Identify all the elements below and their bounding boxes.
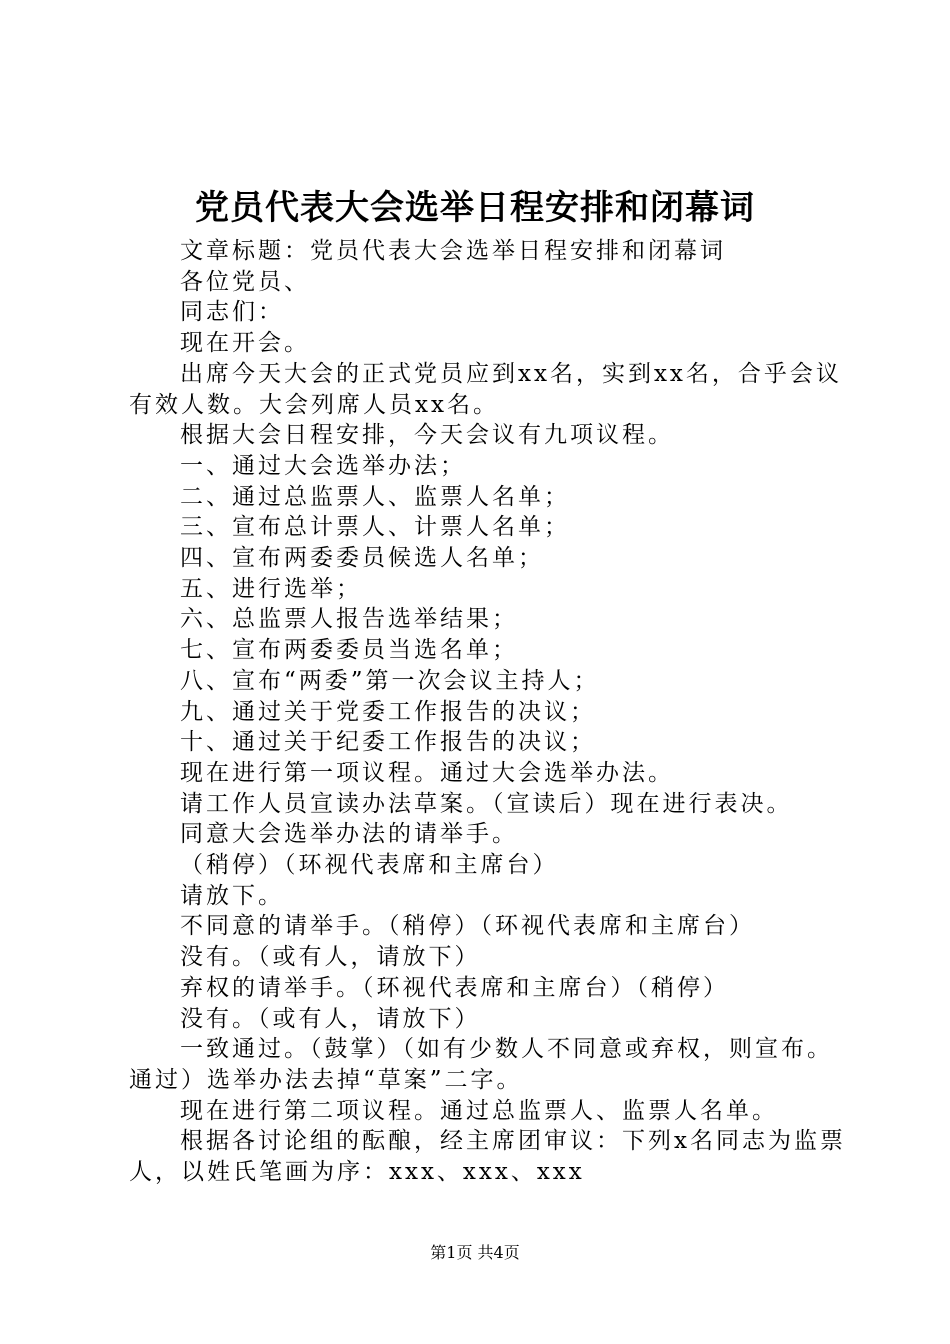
agenda-item: 九、通过关于党委工作报告的决议； [180, 698, 596, 725]
paragraph: 同意大会选举办法的请举手。 [180, 821, 518, 848]
paragraph: 请放下。 [180, 882, 284, 909]
document-body [129, 236, 849, 1188]
paragraph: 文章标题：党员代表大会选举日程安排和闭幕词 [180, 238, 726, 264]
agenda-item: 七、宣布两委委员当选名单； [180, 637, 518, 664]
agenda-item: 六、总监票人报告选举结果； [180, 606, 518, 633]
paragraph: （稍停）（环视代表席和主席台） [180, 852, 559, 879]
paragraph: 同志们： [180, 299, 284, 326]
paragraph: 现在进行第二项议程。通过总监票人、监票人名单。 [180, 1097, 778, 1124]
paragraph: 现在开会。 [180, 330, 310, 357]
paragraph: 没有。（或有人，请放下） [180, 944, 481, 971]
paragraph: 根据各讨论组的酝酿，经主席团审议：下列x名同志为监票人，以姓氏笔画为序：xxx、xxx、xxx [129, 1128, 846, 1186]
paragraph: 根据大会日程安排，今天会议有九项议程。 [180, 422, 674, 449]
paragraph: 一致通过。（鼓掌）（如有少数人不同意或弃权，则宣布。通过）选举办法去掉“草案”二字。 [129, 1036, 833, 1093]
paragraph: 不同意的请举手。（稍停）（环视代表席和主席台） [180, 913, 755, 940]
paragraph: 请工作人员宣读办法草案。（宣读后）现在进行表决。 [180, 790, 793, 817]
agenda-item: 八、宣布“两委”第一次会议主持人； [180, 667, 600, 694]
agenda-item: 十、通过关于纪委工作报告的决议； [180, 729, 596, 756]
paragraph: 现在进行第一项议程。通过大会选举办法。 [180, 759, 674, 786]
page-number-footer: 第1页 共4页 [430, 1243, 520, 1262]
agenda-item: 三、宣布总计票人、计票人名单； [180, 514, 570, 541]
paragraph: 没有。（或有人，请放下） [180, 1005, 481, 1032]
document-title: 党员代表大会选举日程安排和闭幕词 [195, 188, 755, 228]
agenda-item: 四、宣布两委委员候选人名单； [180, 545, 544, 572]
paragraph: 出席今天大会的正式党员应到xx名，实到xx名，合乎会议有效人数。大会列席人员xx名。 [129, 360, 842, 418]
paragraph: 各位党员、 [180, 268, 310, 295]
agenda-item: 五、进行选举； [180, 575, 362, 602]
agenda-item: 一、通过大会选举办法； [180, 452, 466, 479]
paragraph: 弃权的请举手。（环视代表席和主席台）（稍停） [180, 974, 729, 1001]
agenda-item: 二、通过总监票人、监票人名单； [180, 483, 570, 510]
